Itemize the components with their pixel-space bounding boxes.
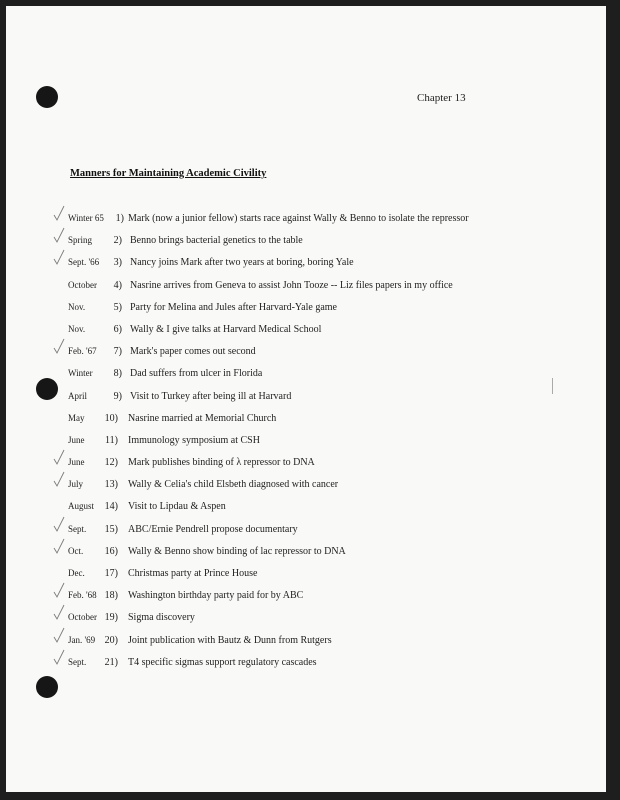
- entry-number: 21): [104, 656, 118, 668]
- entry-text: Immunology symposium at CSH: [128, 434, 260, 446]
- entry-number: 13): [104, 479, 118, 491]
- list-item: [6, 345, 606, 367]
- entry-date: Feb. '68: [68, 590, 97, 601]
- pencil-checkmark-icon: [52, 248, 66, 266]
- pencil-checkmark-icon: [52, 204, 66, 222]
- list-item: [6, 212, 606, 234]
- pencil-checkmark-icon: [52, 337, 66, 355]
- pencil-checkmark-icon: [52, 648, 66, 666]
- list-item: [6, 500, 606, 522]
- pencil-checkmark-icon: [52, 626, 66, 644]
- entry-date: June: [68, 434, 85, 445]
- entry-text: Party for Melina and Jules after Harvard-Yale game: [130, 301, 337, 313]
- entry-date: Dec.: [68, 568, 85, 578]
- entry-number: 19): [104, 612, 118, 624]
- list-item: [6, 279, 606, 301]
- entry-date: Nov.: [68, 323, 86, 334]
- entry-text: Nancy joins Mark after two years at boring, boring Yale: [130, 257, 354, 269]
- entry-text: Wally & Celia's child Elsbeth diagnosed with cancer: [128, 479, 339, 491]
- entry-text: Wally & I give talks at Harvard Medical School: [130, 323, 322, 335]
- entry-date: Sept.: [68, 523, 87, 534]
- entry-date: Winter: [68, 368, 93, 379]
- entry-date: October: [68, 612, 97, 623]
- entry-number: 5): [113, 301, 122, 313]
- entry-number: 14): [104, 501, 118, 513]
- entry-text: Visit to Lipdau & Aspen: [128, 501, 226, 513]
- list-item: [6, 656, 606, 678]
- pencil-checkmark-icon: [52, 470, 66, 488]
- entry-number: 11): [105, 434, 118, 446]
- entry-date: June: [68, 457, 85, 468]
- list-item: [6, 234, 606, 256]
- entry-text: T4 specific sigmas support regulatory cascades: [128, 656, 317, 668]
- entry-number: 8): [113, 368, 122, 380]
- list-item: [6, 523, 606, 545]
- entry-number: 9): [113, 390, 122, 402]
- page-title: Manners for Maintaining Academic Civility: [70, 168, 267, 179]
- entry-text: Wally & Benno show binding of lac repressor to DNA: [128, 545, 346, 557]
- entry-date: Jan. '69: [68, 634, 96, 645]
- entry-number: 6): [113, 323, 122, 335]
- entry-text: Dad suffers from ulcer in Florida: [130, 368, 263, 380]
- entry-number: 1): [115, 213, 124, 224]
- punch-hole-bottom: [36, 676, 58, 698]
- pencil-checkmark-icon: [52, 537, 66, 555]
- entry-text: Nasrine married at Memorial Church: [128, 412, 277, 424]
- list-item: [6, 567, 606, 589]
- entry-text: Mark's paper comes out second: [130, 346, 256, 358]
- entry-date: Oct.: [68, 545, 84, 556]
- entry-number: 12): [104, 457, 118, 469]
- list-item: [6, 434, 606, 456]
- entry-text: Mark publishes binding of λ repressor to DNA: [128, 457, 315, 469]
- punch-hole-top: [36, 86, 58, 108]
- entry-date: Sept.: [68, 656, 87, 667]
- list-item: [6, 301, 606, 323]
- list-item: [6, 478, 606, 500]
- entry-text: Mark (now a junior fellow) starts race against Wally & Benno to isolate the repressor: [128, 213, 469, 224]
- entry-date: Feb. '67: [68, 346, 97, 357]
- chapter-label: Chapter 13: [417, 92, 466, 104]
- list-item: [6, 367, 606, 389]
- pencil-checkmark-icon: [52, 448, 66, 466]
- entry-date: Winter 65: [68, 213, 104, 223]
- list-item: [6, 256, 606, 278]
- pencil-checkmark-icon: [52, 603, 66, 621]
- entry-text: ABC/Ernie Pendrell propose documentary: [128, 523, 298, 535]
- pencil-checkmark-icon: [52, 581, 66, 599]
- list-item: [6, 611, 606, 633]
- list-item: [6, 634, 606, 656]
- entry-number: 18): [104, 590, 118, 602]
- entry-number: 15): [104, 523, 118, 535]
- list-item: [6, 390, 606, 412]
- entry-date: October: [68, 279, 97, 290]
- list-item: [6, 412, 606, 434]
- entry-number: 16): [104, 545, 118, 557]
- entry-number: 3): [113, 257, 122, 269]
- entry-number: 4): [113, 279, 122, 291]
- pencil-checkmark-icon: [52, 226, 66, 244]
- entry-date: August: [68, 501, 95, 512]
- entry-number: 20): [104, 634, 118, 646]
- entry-number: 2): [113, 235, 122, 247]
- entry-date: Spring: [68, 235, 93, 246]
- entry-text: Nasrine arrives from Geneva to assist John Tooze -- Liz files papers in my office: [130, 279, 453, 291]
- entry-text: Christmas party at Prince House: [128, 568, 258, 579]
- entry-date: May: [68, 412, 85, 423]
- document-page: [6, 6, 606, 792]
- timeline-list: [6, 212, 606, 678]
- entry-date: April: [68, 390, 87, 401]
- entry-number: 10): [104, 412, 118, 424]
- list-item: [6, 545, 606, 567]
- entry-number: 7): [113, 346, 122, 358]
- entry-text: Washington birthday party paid for by ABC: [128, 590, 304, 602]
- entry-number: 17): [104, 568, 118, 579]
- entry-text: Sigma discovery: [128, 612, 195, 624]
- list-item: [6, 456, 606, 478]
- entry-text: Joint publication with Bautz & Dunn from Rutgers: [128, 634, 332, 646]
- entry-text: Benno brings bacterial genetics to the table: [130, 235, 303, 247]
- pencil-checkmark-icon: [52, 515, 66, 533]
- list-item: [6, 589, 606, 611]
- entry-date: July: [68, 479, 84, 490]
- entry-date: Sept. '66: [68, 257, 100, 268]
- entry-text: Visit to Turkey after being ill at Harvard: [130, 390, 292, 402]
- entry-date: Nov.: [68, 301, 86, 312]
- list-item: [6, 323, 606, 345]
